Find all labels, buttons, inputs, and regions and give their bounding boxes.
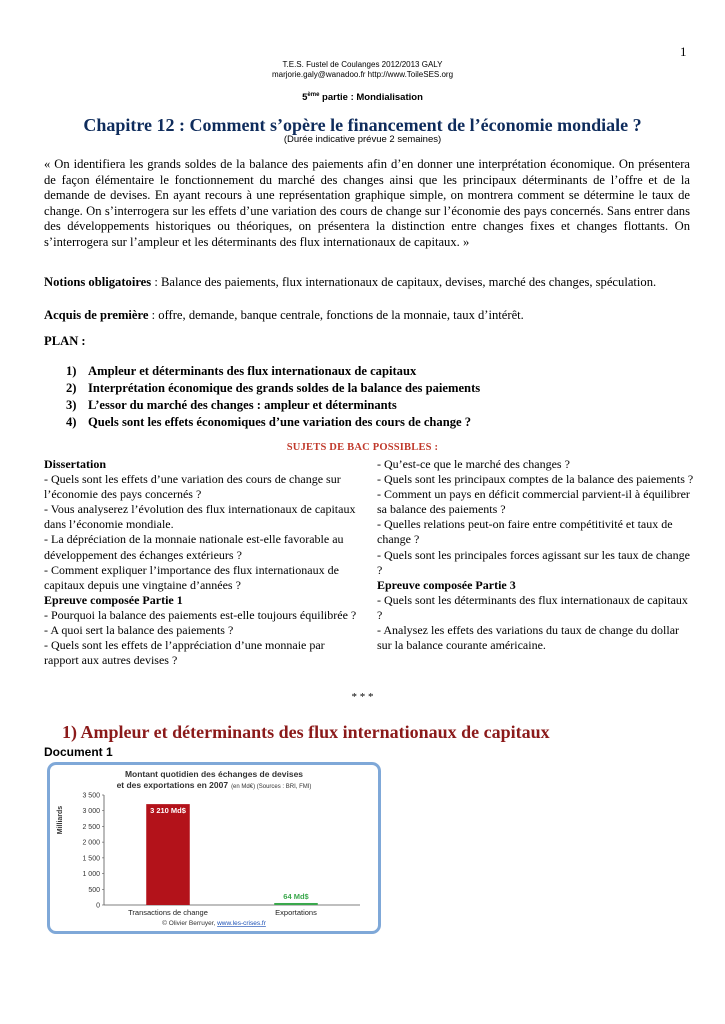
part-number: 5 [302, 92, 308, 104]
chart-bar [146, 804, 190, 905]
chart-y-tick-label: 1 500 [82, 855, 100, 863]
plan-label: PLAN : [44, 334, 86, 348]
chart-category-label: Exportations [275, 908, 317, 917]
chart-y-tick-label: 2 500 [82, 823, 100, 831]
subjects-left-column [44, 457, 362, 668]
subject-item: - Comment un pays en déficit commercial parvient-il à équilibrer sa balance des paiements ? [377, 487, 690, 517]
header-line-2: marjorie.galy@wanadoo.fr http://www.ToileSES.org [271, 70, 454, 79]
subject-item: - Qu’est-ce que le marché des changes ? [377, 457, 570, 471]
chart-value-label: 3 210 Md$ [150, 806, 186, 816]
acquis-text: : offre, demande, banque centrale, fonctions de la monnaie, taux d’intérêt. [148, 308, 524, 322]
subject-item: - A quoi sert la balance des paiements ? [44, 623, 234, 638]
section-heading: 1) Ampleur et déterminants des flux internationaux de capitaux [62, 722, 550, 742]
chart-bar [274, 903, 318, 905]
subject-item: - Pourquoi la balance des paiements est-elle toujours équilibrée ? [44, 607, 357, 622]
chart-title-line-2: et des exportations en 2007 (en Md€) (Sources : BRI, FMI) [116, 780, 312, 790]
part-text: partie : Mondialisation [319, 92, 423, 104]
subject-item: - Quels sont les principaux comptes de la balance des paiements ? [377, 472, 694, 487]
document-label: Document 1 [44, 745, 113, 759]
chart-credit: © Olivier Berruyer, www.les-crises.fr [162, 920, 266, 927]
subject-item: - Quels sont les déterminants des flux internationaux de capitaux ? [377, 592, 688, 622]
subject-item: - Quels sont les effets d’une variation des cours de change sur l’économie des pays concernés ? [44, 472, 341, 502]
chart-title-line-1: Montant quotidien des échanges de devises [124, 769, 304, 779]
header-line-1: T.E.S. Fustel de Coulanges 2012/2013 GALY [282, 60, 443, 69]
subject-item: - Vous analyserez l’évolution des flux internationaux de capitaux dans l’économie mondiale. [44, 502, 356, 532]
intro-paragraph: « On identifiera les grands soldes de la balance des paiements afin d’en donner une interprétation économique. On présentera de façon élémentaire le fonctionnement du marché des changes ainsi que les principaux déterminants de l’offre et de la demande de devises. En ayant recours à une représentation graphique simple, on montrera comment se détermine le taux de change. On s’interrogera sur les effets d’une variation des cours de change sur l’économie des pays concernés. Sans entrer dans des développements historiques ou théoriques, on présentera la distinction entre changes fixes et changes flottants. On s’interrogera sur l’ampleur et les déterminants des flux internationaux de capitaux. » [44, 157, 690, 249]
subject-item: - La dépréciation de la monnaie nationale est-elle favorable au développement des échanges extérieurs ? [44, 532, 344, 562]
part-superscript: ème [307, 92, 320, 98]
chart-y-tick-label: 3 000 [82, 808, 100, 816]
plan-item: 2) Interprétation économique des grands soldes de la balance des paiements [66, 381, 481, 395]
subject-item: - Comment expliquer l’importance des flux internationaux de capitaux depuis une vingtaine d’années ? [44, 562, 339, 592]
notions-label: Notions obligatoires [44, 275, 152, 289]
chart-frame [47, 762, 381, 934]
chapter-title: Chapitre 12 : Comment s’opère le financement de l’économie mondiale ? [83, 115, 642, 135]
chart-y-tick-label: 2 000 [82, 839, 100, 847]
notions-text: : Balance des paiements, flux internationaux de capitaux, devises, marché des changes, spéculation. [151, 275, 657, 289]
chart-y-tick-label: 3 500 [82, 792, 100, 800]
part-heading [0, 92, 725, 103]
plan-item: 3) L’essor du marché des changes : ampleur et déterminants [66, 398, 397, 412]
plan-item: 4) Quels sont les effets économiques d’une variation des cours de change ? [66, 415, 472, 429]
subjects-right-column [377, 457, 695, 653]
subject-item: - Quels sont les effets de l’appréciation d’une monnaie par rapport aux autres devises ? [44, 638, 325, 668]
acquis-paragraph [44, 308, 690, 324]
bar-chart [50, 765, 378, 931]
chart-y-tick-label: 500 [88, 886, 100, 894]
acquis-label: Acquis de première [44, 308, 149, 322]
page-number: 1 [680, 44, 687, 59]
subjects-heading: SUJETS DE BAC POSSIBLES : [286, 442, 439, 453]
dissertation-label: Dissertation [44, 457, 106, 471]
subject-item: - Quelles relations peut-on faire entre compétitivité et taux de change ? [377, 517, 673, 547]
chart-y-tick-label: 1 000 [82, 871, 100, 879]
duration-note: (Durée indicative prévue 2 semaines) [283, 134, 442, 145]
chart-y-tick-label: 0 [96, 902, 100, 910]
subject-item: - Analysez les effets des variations du taux de change du dollar sur la balance courante américaine. [377, 623, 680, 653]
separator: * * * [351, 691, 374, 703]
chart-category-label: Transactions de change [128, 908, 208, 917]
ec3-label: Epreuve composée Partie 3 [377, 577, 516, 592]
plan-item: 1) Ampleur et déterminants des flux internationaux de capitaux [66, 364, 417, 378]
ec1-label: Epreuve composée Partie 1 [44, 592, 183, 607]
chart-y-axis-label: Milliards [57, 805, 64, 835]
notions-paragraph [44, 275, 690, 291]
subject-item: - Quels sont les principales forces agissant sur les taux de change ? [377, 547, 690, 577]
chart-value-label: 64 Md$ [283, 891, 309, 901]
plan-list [66, 363, 480, 431]
